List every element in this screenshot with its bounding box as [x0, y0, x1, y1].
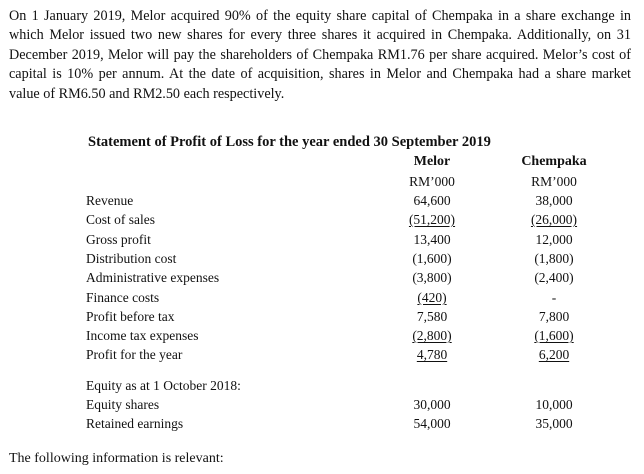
row-label: Profit before tax	[86, 309, 175, 324]
row-label: Profit for the year	[86, 347, 183, 362]
chempaka-value: 10,000	[535, 397, 573, 412]
statement-row	[0, 212, 644, 230]
melor-value: (3,800)	[412, 270, 452, 285]
footer-text: The following information is relevant:	[9, 451, 224, 466]
melor-value: 64,600	[413, 193, 451, 208]
intro-paragraph: On 1 January 2019, Melor acquired 90% of the equity share capital of Chempaka in a share exchange in which Melor issued two new shares for every three shares it acquired in Chempaka. Additionally, on 31 December 2019, Melor will pay the shareholders of Chempaka RM1.76 per share acquired. Melor’s cost of capital is 10% per annum. At the date of acquisition, shares in Melor and Chempaka had a share market value of RM6.50 and RM2.50 each respectively.	[9, 8, 631, 102]
statement-row	[0, 309, 644, 327]
melor-value: (51,200)	[408, 212, 456, 227]
row-label: Income tax expenses	[86, 328, 199, 343]
melor-value: (420)	[417, 290, 447, 305]
melor-value: 13,400	[413, 232, 451, 247]
unit-label-melor: RM’000	[409, 174, 455, 189]
melor-value: (1,600)	[412, 251, 452, 266]
row-label: Cost of sales	[86, 212, 155, 227]
chempaka-value: (1,800)	[534, 251, 574, 266]
chempaka-value: 6,200	[538, 347, 570, 362]
statement-row	[0, 232, 644, 250]
row-label: Retained earnings	[86, 416, 184, 431]
chempaka-value: 7,800	[538, 309, 570, 324]
melor-value: (2,800)	[412, 328, 452, 343]
melor-value: 54,000	[413, 416, 451, 431]
melor-value: 30,000	[413, 397, 451, 412]
equity-heading: Equity as at 1 October 2018:	[86, 378, 241, 393]
statement-row	[0, 251, 644, 269]
statement-row	[0, 290, 644, 308]
chempaka-value: (26,000)	[530, 212, 578, 227]
equity-row	[0, 397, 644, 415]
row-label: Revenue	[86, 193, 134, 208]
row-label: Gross profit	[86, 232, 151, 247]
unit-label-chempaka: RM’000	[531, 174, 577, 189]
chempaka-value: -	[551, 290, 557, 305]
chempaka-value: 38,000	[535, 193, 573, 208]
chempaka-value: 12,000	[535, 232, 573, 247]
statement-row	[0, 347, 644, 365]
row-label: Finance costs	[86, 290, 160, 305]
row-label: Administrative expenses	[86, 270, 220, 285]
chempaka-value: (2,400)	[534, 270, 574, 285]
statement-row	[0, 328, 644, 346]
statement-row	[0, 270, 644, 288]
chempaka-value: 35,000	[535, 416, 573, 431]
row-label: Distribution cost	[86, 251, 177, 266]
equity-heading-row	[0, 378, 644, 396]
melor-value: 4,780	[416, 347, 448, 362]
chempaka-value: (1,600)	[534, 328, 574, 343]
equity-row	[0, 416, 644, 434]
column-header-melor: Melor	[413, 154, 451, 169]
column-header-chempaka: Chempaka	[521, 154, 587, 169]
statement-title: Statement of Profit of Loss for the year ended 30 September 2019	[88, 134, 491, 150]
melor-value: 7,580	[416, 309, 448, 324]
statement-row	[0, 193, 644, 211]
row-label: Equity shares	[86, 397, 160, 412]
